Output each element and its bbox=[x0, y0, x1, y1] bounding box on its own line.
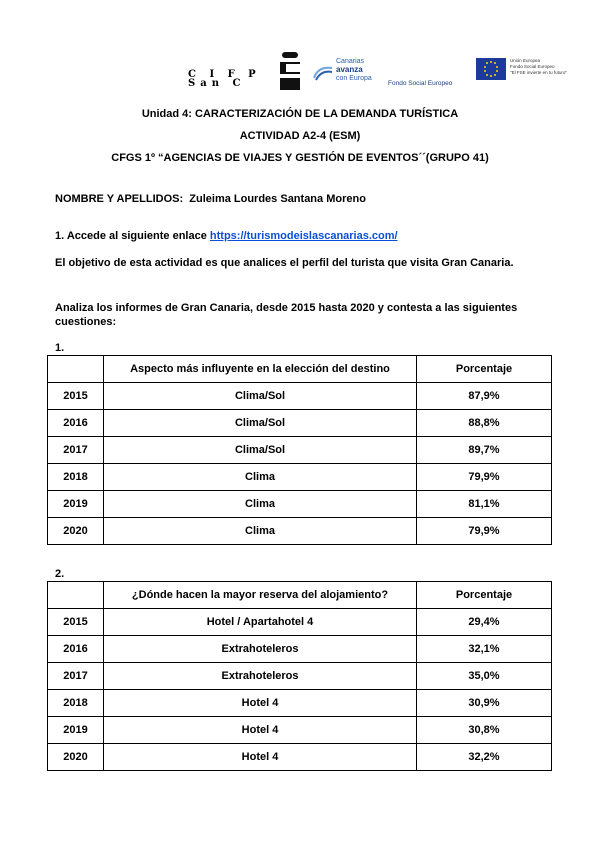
column-header: Porcentaje bbox=[417, 582, 552, 609]
objective-text: El objetivo de esta actividad es que analices el perfil del turista que visita Gran Canaria. bbox=[55, 257, 514, 269]
column-header: Aspecto más influyente en la elección del destino bbox=[104, 356, 417, 383]
table-row: 2020 Clima 79,9% bbox=[48, 518, 552, 545]
table-row: 2016 Extrahoteleros 32,1% bbox=[48, 636, 552, 663]
question-2-number: 2. bbox=[55, 568, 65, 580]
student-name: Zuleima Lourdes Santana Moreno bbox=[189, 193, 366, 205]
canarias-avanza-logo: Canarias avanza con Europa bbox=[312, 56, 392, 90]
unit-title: Unidad 4: CARACTERIZACIÓN DE LA DEMANDA TURÍSTICA bbox=[141, 108, 459, 120]
table-row: 2017 Clima/Sol 89,7% bbox=[48, 437, 552, 464]
table-row: 2019 Hotel 4 30,8% bbox=[48, 717, 552, 744]
question-1-number: 1. bbox=[55, 342, 65, 354]
table-row: 2015 Clima/Sol 87,9% bbox=[48, 383, 552, 410]
step1-text: 1. Accede al siguiente enlace bbox=[55, 230, 207, 242]
table-row: 2016 Clima/Sol 88,8% bbox=[48, 410, 552, 437]
column-header: Porcentaje bbox=[417, 356, 552, 383]
step1-line bbox=[55, 229, 535, 243]
table-row: 2015 Hotel / Apartahotel 4 29,4% bbox=[48, 609, 552, 636]
table-header bbox=[48, 582, 552, 609]
table-2 bbox=[47, 581, 552, 771]
analyze-text: Analiza los informes de Gran Canaria, desde 2015 hasta 2020 y contesta a las siguientes cuestiones: bbox=[55, 302, 518, 328]
table-row: 2019 Clima 81,1% bbox=[48, 491, 552, 518]
header-logos bbox=[188, 48, 568, 98]
table-row: 2018 Clima 79,9% bbox=[48, 464, 552, 491]
tourism-link[interactable]: https://turismodeislascanarias.com/ bbox=[209, 230, 398, 242]
student-line bbox=[55, 192, 535, 206]
table-1 bbox=[47, 355, 552, 545]
column-header: ¿Dónde hacen la mayor reserva del alojamiento? bbox=[104, 582, 417, 609]
table-row: 2018 Hotel 4 30,9% bbox=[48, 690, 552, 717]
course-title: CFGS 1º “AGENCIAS DE VIAJES Y GESTIÓN DE EVENTOS´´(GRUPO 41) bbox=[111, 152, 489, 164]
school-logo-icon bbox=[278, 50, 302, 92]
school-logo: C I F P San C bbox=[188, 69, 261, 89]
fse-label: Fondo Social Europeo bbox=[388, 80, 453, 87]
eu-label: Unión Europea Fondo Social Europeo "El FSE invierte en tu futuro" bbox=[510, 58, 567, 75]
table-row: 2017 Extrahoteleros 35,0% bbox=[48, 663, 552, 690]
eu-flag-icon bbox=[476, 58, 506, 80]
student-label: NOMBRE Y APELLIDOS: bbox=[55, 193, 184, 205]
table-row: 2020 Hotel 4 32,2% bbox=[48, 744, 552, 771]
activity-title: ACTIVIDAD A2-4 (ESM) bbox=[239, 130, 361, 142]
table-header bbox=[48, 356, 552, 383]
swirl-icon bbox=[312, 64, 334, 82]
